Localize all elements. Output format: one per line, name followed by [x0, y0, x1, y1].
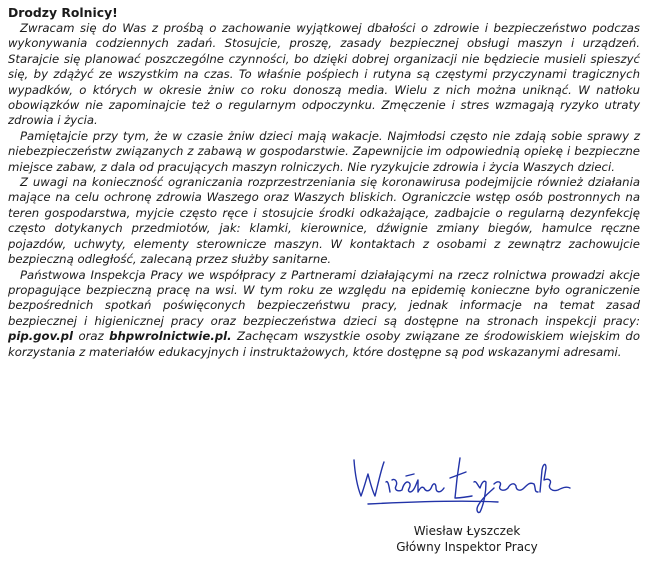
paragraph-text: Pamiętajcie przy tym, że w czasie żniw dzieci mają wakacje. Najmłodsi często nie zdają sobie sprawy z niebezpieczeństw związanych z zabawą w gospodarstwie. Zapewnijcie im odpowiednią opiekę i bezpieczne miejsce zabaw, z dala od pracujących maszyn rolniczych. Nie ryzykujcie zdrowia i życia Waszych dzieci. [8, 128, 640, 174]
letter-paragraphs [8, 21, 640, 360]
signature-block [382, 523, 552, 555]
signer-name: Wiesław Łyszczek [413, 524, 521, 538]
paragraph-text: Z uwagi na konieczność ograniczania rozprzestrzeniania się koronawirusa podejmijcie również działania mające na celu ochronę zdrowia Waszego oraz Waszych bliskich. Ograniczcie wstęp osób postronnych na teren gospodarstwa, myjcie często ręce i stosujcie środki odkażające, zadbajcie o regularną dezynfekcję często dotykanych przedmiotów, jak: klamki, kierownice, dźwignie zmiany biegów, hamulce ręczne pojazdów, uchwyty, elementy sterownicze maszyn. W kontaktach z osobami z zewnątrz zachowujcie bezpieczną odległość, zalecaną przez służby sanitarne. [8, 175, 640, 267]
paragraph-text: oraz [73, 329, 110, 344]
web-address: pip.gov.pl [8, 329, 74, 344]
paragraph-text: Państwowa Inspekcja Pracy we współpracy z Partnerami działającymi na rzecz rolnictwa prowadzi akcje propagujące bezpieczną pracę na wsi. W tym roku ze względu na epidemię konieczne było ograniczenie bezpośrednich spotkań poświęconych bezpieczeństwu pracy, jednak informacje na temat zasad bezpiecznej i higienicznej pracy oraz bezpieczeństwa dzieci są dostępne na stronach inspekcji pracy: [8, 267, 640, 328]
paragraph-text: Zwracam się do Was z prośbą o zachowanie wyjątkowej dbałości o zdrowie i bezpieczeństwo podczas wykonywania codziennych zadań. Stosujcie, proszę, zasady bezpiecznej obsługi maszyn i urządzeń. Starajcie się planować poszczególne czynności, bo dzięki dobrej organizacji nie będziecie musieli spieszyć się, by zdążyć ze wszystkim na czas. To właśnie pośpiech i rutyna są częstymi przyczynami tragicznych wypadków, o których w okresie żniw co roku donoszą media. Wielu z nich można uniknąć. W natłoku obowiązków nie zapominajcie też o regularnym odpoczynku. Zmęczenie i stres wzmagają ryzyko utraty zdrowia i życia. [8, 21, 640, 128]
letter-paragraph [8, 129, 640, 175]
letter-body [8, 4, 640, 360]
web-address: bhpwrolnictwie.pl. [109, 329, 232, 344]
letter-paragraph [8, 268, 640, 360]
signer-title: Główny Inspektor Pracy [396, 540, 538, 554]
paragraph-text: Zachęcam wszystkie osoby związane ze środowiskiem wiejskim do korzystania z materiałów edukacyjnych i instruktażowych, które dostępne są pod wskazanymi adresami. [8, 329, 640, 359]
letter-paragraph [8, 21, 640, 129]
handwritten-signature [348, 452, 580, 516]
letter-paragraph [8, 175, 640, 267]
letter-greeting: Drodzy Rolnicy! [8, 5, 118, 20]
